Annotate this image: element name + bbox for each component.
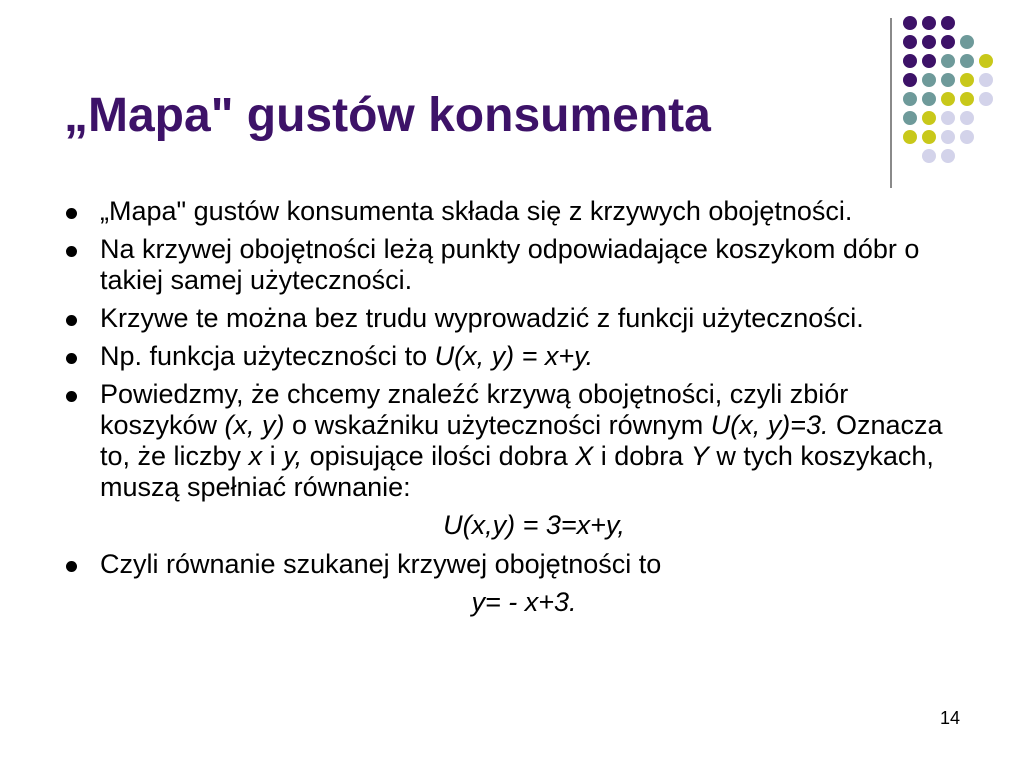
bullet-item [64,379,964,503]
bullet-item [64,196,964,227]
equation: y= - x+3. [471,587,577,617]
bullet-text: Np. funkcja użyteczności to [100,341,435,371]
decorative-dot-icon [922,130,936,144]
decorative-dot-icon [960,73,974,87]
bullet-item [64,234,964,296]
bullet-item [64,549,964,580]
decorative-dot-icon [960,111,974,125]
equation: U(x,y) = 3=x+y, [443,510,625,540]
decorative-dot-icon [922,54,936,68]
math-text: Y [690,441,709,471]
decorative-dot-icon [903,35,917,49]
decorative-dot-icon [960,130,974,144]
decorative-dot-icon [922,73,936,87]
bullet-text: Krzywe te można bez trudu wyprowadzić z funkcji użyteczności. [100,303,864,333]
decorative-dot-icon [941,111,955,125]
decorative-dot-icon [941,73,955,87]
decorative-dot-icon [922,16,936,30]
bullet-dot-icon [66,208,77,219]
decorative-dot-icon [903,54,917,68]
bullet-dot-icon [66,353,77,364]
decorative-dot-icon [960,35,974,49]
decorative-dot-icon [960,92,974,106]
bullet-text: o wskaźniku użyteczności równym [284,410,711,440]
bullet-text: Powiedzmy, że chcemy znaleźć krzywą obojętności, czyli zbiór koszyków [100,379,849,440]
decorative-dot-icon [903,73,917,87]
bullet-item [64,341,964,372]
bullet-text: Na krzywej obojętności leżą punkty odpowiadające koszykom dóbr o takiej samej użyteczności. [100,234,920,295]
decorative-dot-icon [960,54,974,68]
bullet-dot-icon [66,561,77,572]
decorative-dot-icon [941,54,955,68]
bullet-text: Czyli równanie szukanej krzywej obojętności to [100,549,662,579]
title-divider [890,18,892,188]
slide-body [64,196,964,626]
bullet-item [64,303,964,334]
decorative-dot-icon [979,73,993,87]
slide-title: „Mapa" gustów konsumenta [64,89,711,142]
bullet-dot-icon [66,391,77,402]
math-text: X [575,441,594,471]
bullet-dot-icon [66,315,77,326]
bullet-text: i dobra [593,441,691,471]
utility-formula: U(x, y) = x+y. [434,341,594,371]
math-text: U(x, y)=3. [710,410,829,440]
decorative-dot-icon [941,16,955,30]
decorative-dot-icon [922,111,936,125]
math-text: x [248,441,263,471]
decorative-dot-icon [922,35,936,49]
decorative-dot-icon [941,130,955,144]
decorative-dot-icon [979,54,993,68]
decorative-dot-icon [941,92,955,106]
decorative-dot-icon [979,92,993,106]
math-text: y, [283,441,303,471]
decorative-dot-icon [922,149,936,163]
bullet-text: Oznacza to, że liczby [100,410,943,471]
decorative-dot-icon [922,92,936,106]
decorative-dot-icon [903,130,917,144]
math-text: (x, y) [224,410,285,440]
decorative-dot-icon [903,16,917,30]
bullet-text: opisujące ilości dobra [302,441,576,471]
bullet-text: „Mapa" gustów konsumenta składa się z krzywych obojętności. [100,196,853,226]
decorative-dot-icon [941,149,955,163]
decorative-dot-icon [903,111,917,125]
decorative-dot-icon [903,92,917,106]
bullet-text: w tych koszykach, muszą spełniać równanie: [100,441,934,502]
bullet-text: i [262,441,284,471]
decorative-dot-icon [941,35,955,49]
page-number: 14 [940,708,961,728]
bullet-dot-icon [66,246,77,257]
